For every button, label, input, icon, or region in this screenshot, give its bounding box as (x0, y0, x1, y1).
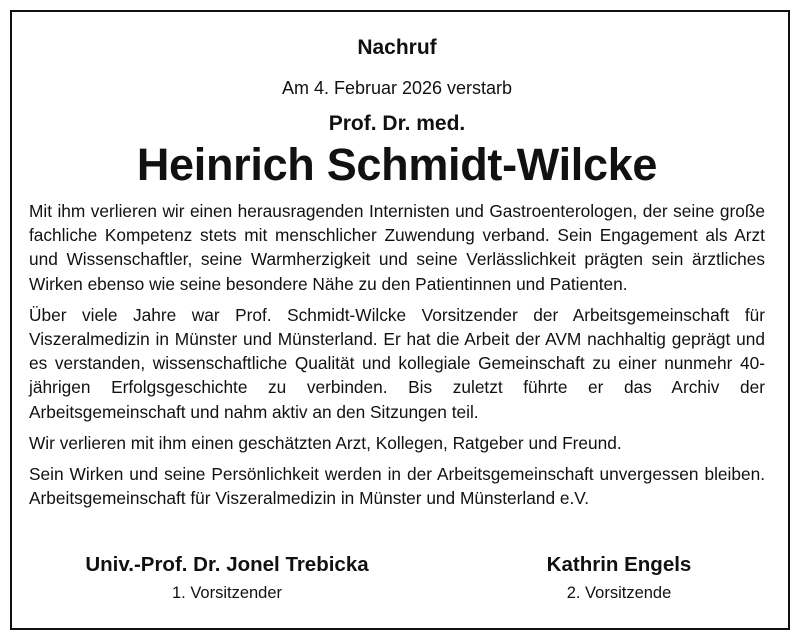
deceased-name: Heinrich Schmidt-Wilcke (136, 139, 658, 190)
paragraph-legacy: Sein Wirken und seine Persönlichkeit werden in der Arbeitsgemeinschaft unvergessen bleiben. Arbeitsgemeinschaft für Viszeralmedizin in Münster und Münsterland e.V. (29, 464, 765, 509)
signature-role: 2. Vorsitzende (566, 584, 672, 602)
notice-heading: Nachruf (357, 36, 437, 59)
paragraph-career: Über viele Jahre war Prof. Schmidt-Wilcke Vorsitzender der Arbeitsgemeinschaft für Viszeralmedizin in Münster und Münsterland. Er hat die Arbeit der AVM nachhaltig geprägt und es verstanden, wissenschaftliche Qualität und kollegiale Gemeinschaft zu einer nunmehr 40-jährigen Erfolgsgeschichte zu verbinden. Bis zuletzt führte er das Archiv der Arbeitsgemeinschaft und nahm aktiv an den Sitzungen teil. (29, 304, 765, 422)
signature-first-chair (53, 552, 401, 604)
signature-name: Kathrin Engels (546, 553, 692, 576)
signatures (29, 552, 765, 612)
academic-title: Prof. Dr. med. (328, 112, 466, 135)
signature-role: 1. Vorsitzender (171, 584, 283, 602)
signature-second-chair (509, 552, 729, 604)
paragraph-farewell: Wir verlieren mit ihm einen geschätzten Arzt, Kollegen, Ratgeber und Freund. (29, 432, 622, 453)
obituary-text (29, 199, 765, 510)
obituary-content (29, 21, 765, 517)
death-date-line: Am 4. Februar 2026 verstarb (281, 78, 513, 98)
paragraph-tribute: Mit ihm verlieren wir einen herausragenden Internisten und Gastroenterologen, der seine große fachliche Kompetenz stets mit menschlicher Zuwendung verband. Sein Engagement als Arzt und Wissenschaftler, seine Warmherzigkeit und seine Verlässlichkeit prägten sein ärztliches Wirken ebenso wie seine besondere Nähe zu den Patientinnen und Patienten. (29, 201, 765, 294)
signature-name: Univ.-Prof. Dr. Jonel Trebicka (85, 553, 369, 576)
